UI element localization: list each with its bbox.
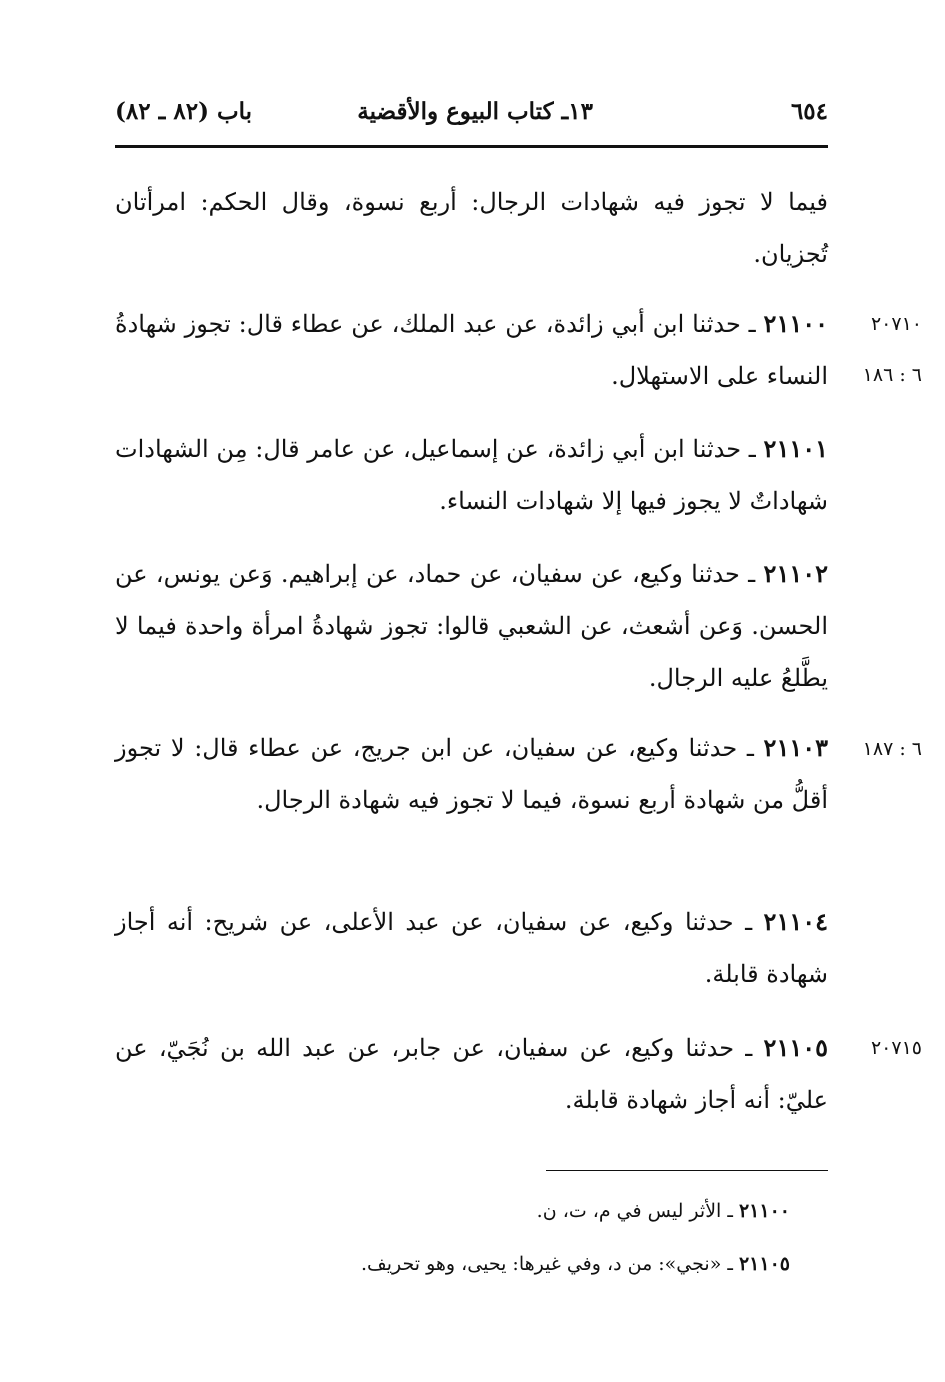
- footnote-number: ٢١١٠٥: [738, 1253, 790, 1275]
- page-number: ٦٥٤: [790, 98, 828, 125]
- hadith-text: ـ حدثنا وكيع، عن سفيان، عن حماد، عن إبراهيم. وَعن يونس، عن الحسن. وَعن أشعث، عن الشعبي قالوا: تجوز شهادةُ امرأة واحدة فيما لا يطَّلعُ عليه الرجال.: [115, 560, 828, 692]
- footnote-number: ٢١١٠٠: [738, 1200, 790, 1222]
- hadith-number: ٢١١٠١: [763, 434, 828, 463]
- footnote-text: ـ «نجي»: من د، وفي غيرها: يحيى، وهو تحريف.: [361, 1253, 739, 1275]
- margin-note-cross-ref: ٢٠٧١٠: [870, 313, 922, 335]
- hadith-number: ٢١١٠٤: [763, 907, 828, 936]
- paragraph-continuation: [115, 176, 828, 280]
- chapter-reference: باب (٨٢ ـ ٨٢): [115, 98, 253, 125]
- margin-note-volume-page: ٦ : ١٨٦: [862, 364, 922, 386]
- hadith-text: ـ حدثنا ابن أبي زائدة، عن عبد الملك، عن عطاء قال: تجوز شهادةُ النساء على الاستهلال.: [115, 310, 828, 390]
- hadith-21105: [115, 1022, 828, 1126]
- hadith-21101: [115, 423, 828, 527]
- hadith-text: ـ حدثنا ابن أبي زائدة، عن إسماعيل، عن عامر قال: مِن الشهادات شهاداتٌ لا يجوز فيها إلا شهادات النساء.: [115, 435, 828, 515]
- footnote-21105: [200, 1249, 790, 1279]
- hadith-21100: [115, 298, 828, 402]
- book-title: ١٣ـ كتاب البيوع والأقضية: [357, 98, 593, 125]
- margin-note-volume-page: ٦ : ١٨٧: [862, 738, 922, 760]
- hadith-21104: [115, 896, 828, 1000]
- hadith-number: ٢١١٠٢: [763, 559, 828, 588]
- footnote-21100: [200, 1196, 790, 1226]
- hadith-text: ـ حدثنا وكيع، عن سفيان، عن عبد الأعلى، عن شريح: أنه أجاز شهادة قابلة.: [115, 908, 828, 988]
- footnote-separator: [546, 1170, 828, 1171]
- paragraph-text: فيما لا تجوز فيه شهادات الرجال: أربع نسوة، وقال الحكم: امرأتان تُجزيان.: [115, 188, 828, 268]
- footnote-text: ـ الأثر ليس في م، ت، ن.: [536, 1200, 739, 1222]
- hadith-21102: [115, 548, 828, 704]
- hadith-number: ٢١١٠٣: [763, 733, 828, 762]
- hadith-number: ٢١١٠٠: [763, 309, 828, 338]
- header-rule: [115, 145, 828, 148]
- hadith-text: ـ حدثنا وكيع، عن سفيان، عن ابن جريج، عن عطاء قال: لا تجوز أقلُّ من شهادة أربع نسوة، فيما لا تجوز فيه شهادة الرجال.: [115, 734, 828, 814]
- hadith-21103: [115, 722, 828, 826]
- hadith-text: ـ حدثنا وكيع، عن سفيان، عن جابر، عن عبد الله بن نُجَيّ، عن عليّ: أنه أجاز شهادة قابلة.: [115, 1034, 828, 1114]
- margin-note-cross-ref: ٢٠٧١٥: [870, 1037, 922, 1059]
- hadith-number: ٢١١٠٥: [763, 1033, 828, 1062]
- running-header: [115, 92, 828, 134]
